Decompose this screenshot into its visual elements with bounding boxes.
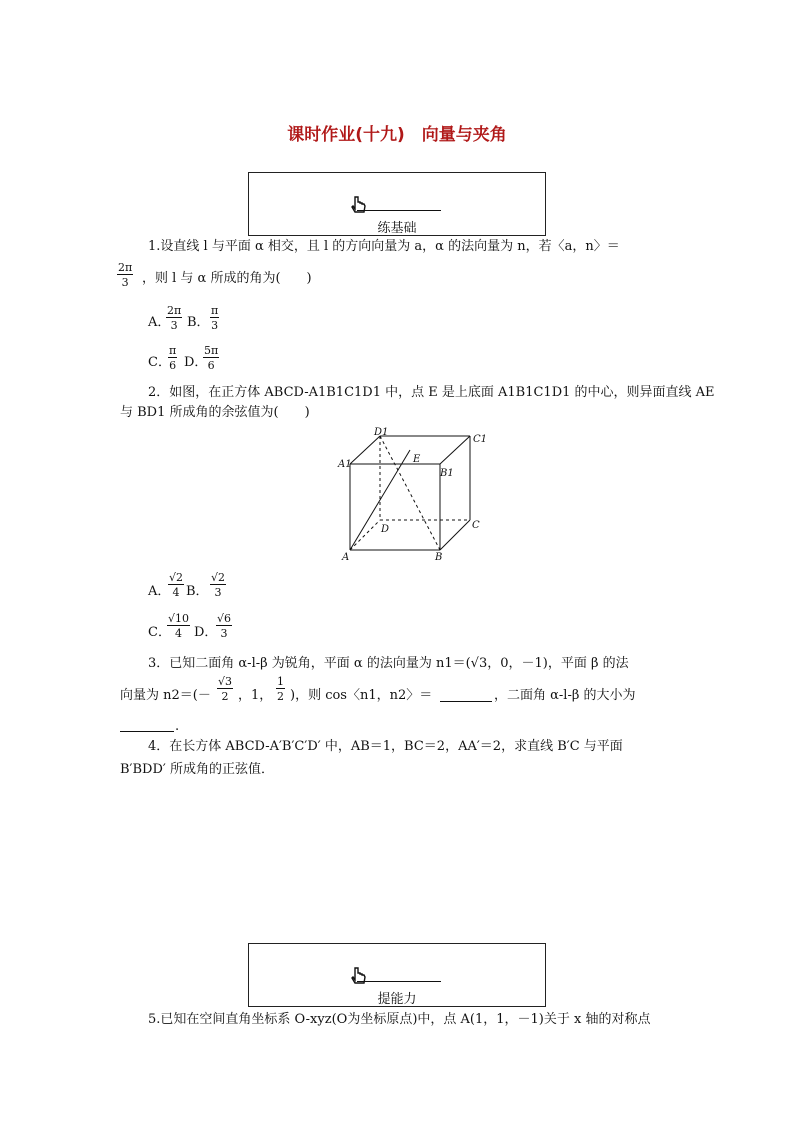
label-b1: B1 [440, 468, 454, 479]
q1-option-b-value: $\frac{\pi}{3}$ [211, 304, 219, 332]
q2-option-d-value: $\frac{√6}{3}$ [217, 612, 232, 640]
q2-option-c-label: C． [148, 625, 171, 640]
q3-line2-start: 向量为 n2＝(－ [120, 688, 211, 703]
q4-line1: 4．在长方体 ABCD-A′B′C′D′ 中，AB＝1，BC＝2，AA′＝2，求直线 B′C 与平面 [148, 739, 623, 754]
q3-line2-mid: ，1， [238, 688, 273, 703]
q3-line3-end: . [175, 719, 180, 734]
label-a1: A1 [338, 459, 352, 470]
page-title: 课时作业(十九) 向量与夹角 [287, 125, 507, 145]
q3-line1: 3．已知二面角 α-l-β 为锐角，平面 α 的法向量为 n1＝(√3，0，－1)，平面 β 的法 [148, 656, 629, 671]
pointing-hand-icon [351, 966, 369, 986]
q2-option-d-label: D． [194, 625, 218, 640]
q1-line2: ，则 l 与 α 所成的角为( ) [142, 271, 312, 286]
label-d: D [381, 524, 390, 535]
section-label: 提能力 [377, 992, 417, 1007]
label-b: B [435, 552, 443, 563]
label-e: E [413, 454, 421, 465]
q1-option-d-label: D． [184, 355, 208, 370]
q1-option-c-label: C． [148, 355, 171, 370]
q5-line1: 5.已知在空间直角坐标系 O-xyz(O为坐标原点)中，点 A(1，1，－1)关于 x 轴的对称点 [148, 1012, 651, 1027]
label-c1: C1 [473, 434, 488, 445]
q2-option-b-label: B． [186, 584, 209, 599]
section-rule [357, 210, 441, 211]
q1-option-a-value: $\frac{2\pi}{3}$ [167, 304, 182, 332]
q2-option-a-label: A． [148, 584, 171, 599]
section-rule [357, 981, 441, 982]
q2-option-b-value: $\frac{√2}{3}$ [211, 571, 226, 599]
label-c: C [472, 520, 480, 531]
label-a: A [342, 552, 350, 563]
q3-answer-blank-1[interactable] [440, 689, 492, 702]
q1-option-a-label: A． [148, 315, 171, 330]
q2-option-a-value: $\frac{√2}{4}$ [169, 571, 184, 599]
cube-figure [334, 426, 504, 566]
q1-angle-fraction: $\frac{2\pi}{3}$ [118, 261, 133, 289]
q3-line2-cos: )，则 cos〈n1，n2〉＝ [290, 688, 433, 703]
section-box-basic [248, 172, 546, 236]
label-d1: D1 [374, 427, 389, 438]
section-label: 练基础 [377, 221, 417, 236]
q1-option-c-value: $\frac{\pi}{6}$ [169, 344, 177, 372]
q2-option-c-value: $\frac{√10}{4}$ [168, 612, 190, 640]
q1-option-b-label: B． [187, 315, 210, 330]
q4-line2: B′BDD′ 所成角的正弦值． [120, 762, 274, 777]
q3-answer-blank-2[interactable] [120, 719, 174, 732]
q3-fraction-1: $\frac{√3}{2}$ [218, 675, 233, 703]
q3-fraction-2: $\frac{1}{2}$ [277, 675, 284, 703]
q1-line1: 1.设直线 l 与平面 α 相交，且 l 的方向向量为 a，α 的法向量为 n，若〈a，n〉＝ [148, 239, 620, 254]
pointing-hand-icon [351, 195, 369, 215]
section-box-advanced [248, 943, 546, 1007]
q2-line1: 2．如图，在正方体 ABCD-A1B1C1D1 中，点 E 是上底面 A1B1C1D1 的中心，则异面直线 AE [148, 385, 715, 400]
q2-line2: 与 BD1 所成角的余弦值为( ) [120, 405, 310, 420]
q3-line2-end: ，二面角 α-l-β 的大小为 [494, 688, 636, 703]
q1-option-d-value: $\frac{5\pi}{6}$ [204, 344, 219, 372]
